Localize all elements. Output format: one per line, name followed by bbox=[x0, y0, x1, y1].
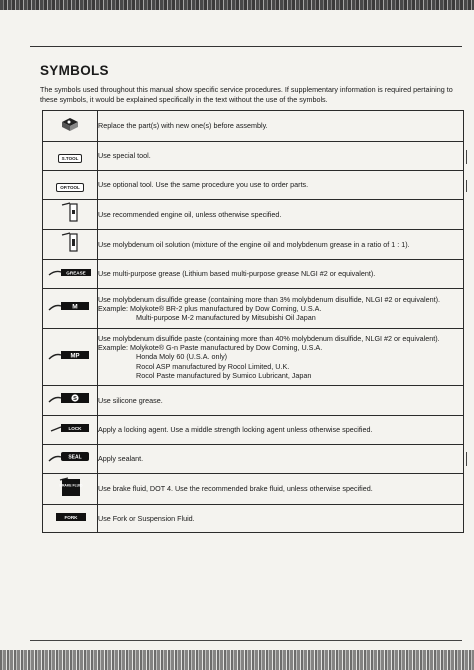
icon-cell bbox=[43, 505, 98, 533]
icon-cell bbox=[43, 416, 98, 445]
margin-mark bbox=[466, 452, 467, 466]
grease-tube-icon bbox=[47, 266, 93, 278]
description-line: Use recommended engine oil, unless otherwise specified. bbox=[98, 209, 282, 219]
symbol-description bbox=[98, 289, 464, 329]
sealant-icon bbox=[47, 450, 93, 464]
icon-cell bbox=[43, 474, 98, 505]
scan-top-edge bbox=[0, 0, 474, 10]
page-title: SYMBOLS bbox=[40, 63, 109, 78]
icon-cell bbox=[43, 171, 98, 200]
description-line: Use molybdenum oil solution (mixture of the engine oil and molybdenum grease in a ratio of 1 : 1). bbox=[98, 239, 410, 249]
symbol-description bbox=[98, 171, 464, 200]
symbol-row bbox=[43, 386, 464, 416]
symbol-description bbox=[98, 111, 464, 142]
description-line: Use brake fluid, DOT 4. Use the recommended brake fluid, unless otherwise specified. bbox=[98, 484, 373, 494]
symbol-description bbox=[98, 200, 464, 230]
locking-agent-label: LOCK bbox=[68, 425, 82, 431]
icon-cell bbox=[43, 111, 98, 142]
brake-fluid-label: BRAKE FLUID bbox=[59, 483, 83, 487]
symbol-row bbox=[43, 505, 464, 533]
description-line: Apply sealant. bbox=[98, 454, 144, 464]
molybdenum-grease-label: M bbox=[72, 303, 78, 311]
fork-fluid-label: FORK bbox=[64, 514, 78, 520]
icon-cell bbox=[43, 329, 98, 386]
intro-paragraph: The symbols used throughout this manual show specific service procedures. If supplementary information is required pertaining to these symbols, it would be explained specifically in the text without the use of the symbols. bbox=[40, 85, 453, 104]
description-line: Example: Molykote® BR-2 plus manufactured by Dow Corning, U.S.A. bbox=[98, 303, 322, 313]
symbol-description bbox=[98, 386, 464, 416]
molybdenum-grease-icon bbox=[47, 299, 93, 313]
grease-tube-label: GREASE bbox=[66, 270, 86, 276]
description-line: Use Fork or Suspension Fluid. bbox=[98, 513, 195, 523]
header-rule bbox=[30, 46, 462, 47]
fork-fluid-icon bbox=[50, 511, 90, 523]
description-line: Replace the part(s) with new one(s) before assembly. bbox=[98, 121, 268, 131]
description-line: Use optional tool. Use the same procedure you use to order parts. bbox=[98, 180, 309, 190]
icon-cell bbox=[43, 445, 98, 474]
margin-mark bbox=[466, 180, 467, 192]
replace-parts-icon bbox=[59, 116, 81, 132]
optional-tool-icon: OP.TOOL bbox=[56, 183, 84, 192]
icon-cell bbox=[43, 260, 98, 289]
description-line: Use multi-purpose grease (Lithium based multi-purpose grease NLGI #2 or equivalent). bbox=[98, 269, 376, 279]
symbol-description bbox=[98, 445, 464, 474]
symbols-table bbox=[42, 110, 464, 533]
symbol-row bbox=[43, 111, 464, 142]
description-line: Multi-purpose M-2 manufactured by Mitsubishi Oil Japan bbox=[136, 313, 316, 323]
description-line: Rocol Paste manufactured by Sumico Lubricant, Japan bbox=[136, 370, 312, 380]
symbol-description bbox=[98, 505, 464, 533]
symbol-row bbox=[43, 474, 464, 505]
description-line: Use silicone grease. bbox=[98, 395, 163, 405]
icon-cell bbox=[43, 289, 98, 329]
locking-agent-icon bbox=[47, 422, 93, 434]
symbol-row bbox=[43, 445, 464, 474]
symbol-row bbox=[43, 289, 464, 329]
description-line: Rocol ASP manufactured by Rocol Limited, U.K. bbox=[136, 361, 290, 371]
symbol-description bbox=[98, 416, 464, 445]
symbol-description bbox=[98, 230, 464, 260]
special-tool-icon: S.TOOL bbox=[58, 154, 83, 163]
engine-oil-can-icon bbox=[60, 201, 80, 223]
symbol-description bbox=[98, 474, 464, 505]
description-line: Use molybdenum disulfide paste (containing more than 40% molybdenum disulfide, NLGI #2 or equivalent). bbox=[98, 333, 440, 343]
molybdenum-oil-can-icon bbox=[60, 231, 80, 253]
description-line: Use special tool. bbox=[98, 151, 151, 161]
symbol-row bbox=[43, 171, 464, 200]
symbol-row bbox=[43, 142, 464, 171]
silicone-grease-label: S bbox=[73, 396, 77, 403]
molybdenum-paste-icon bbox=[47, 348, 93, 362]
symbol-description bbox=[98, 142, 464, 171]
symbol-description bbox=[98, 329, 464, 386]
symbol-description bbox=[98, 260, 464, 289]
footer-rule bbox=[30, 640, 462, 641]
symbol-row bbox=[43, 200, 464, 230]
description-line: Example: Molykote® G-n Paste manufactured by Dow Corning, U.S.A. bbox=[98, 343, 323, 353]
brake-fluid-icon bbox=[57, 476, 83, 498]
description-line: Apply a locking agent. Use a middle strength locking agent unless otherwise specified. bbox=[98, 425, 373, 435]
icon-cell bbox=[43, 142, 98, 171]
molybdenum-paste-label: MP bbox=[70, 353, 80, 360]
icon-cell bbox=[43, 200, 98, 230]
icon-cell bbox=[43, 230, 98, 260]
symbol-row bbox=[43, 230, 464, 260]
icon-cell bbox=[43, 386, 98, 416]
margin-mark bbox=[466, 150, 467, 164]
scan-bottom-edge bbox=[0, 650, 474, 670]
symbol-row bbox=[43, 416, 464, 445]
silicone-grease-icon bbox=[47, 390, 93, 406]
symbol-row bbox=[43, 260, 464, 289]
description-line: Use molybdenum disulfide grease (containing more than 3% molybdenum disulfide, NLGI #2 or equivalent). bbox=[98, 294, 440, 304]
sealant-label: SEAL bbox=[68, 454, 82, 461]
description-line: Honda Moly 60 (U.S.A. only) bbox=[136, 352, 228, 362]
symbol-row bbox=[43, 329, 464, 386]
